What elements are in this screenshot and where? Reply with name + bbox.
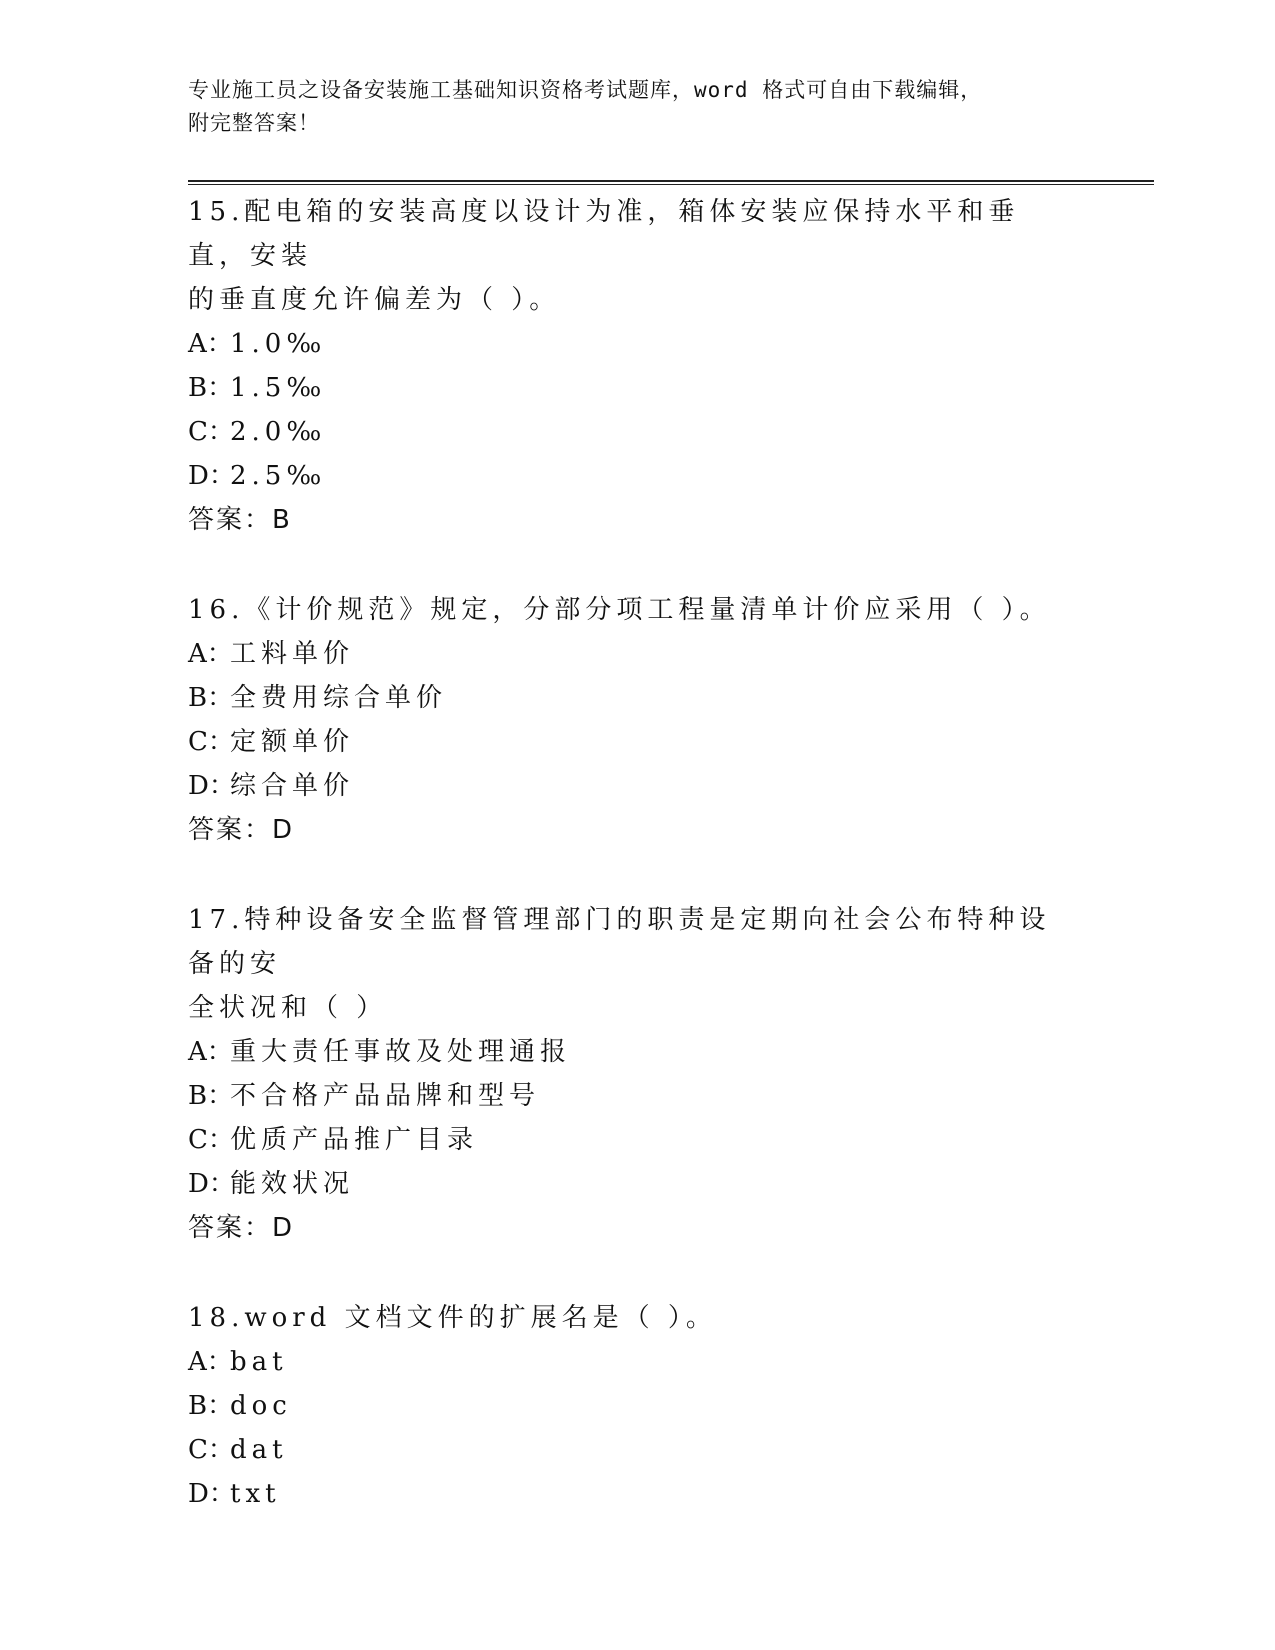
question-16: [188, 588, 1088, 852]
stem-line-1: 17.特种设备安全监督管理部门的职责是定期向社会公布特种设备的安: [188, 905, 1051, 979]
header-line-1: 专业施工员之设备安装施工基础知识资格考试题库，word 格式可自由下载编辑，: [188, 78, 983, 102]
option-text: 综合单价: [230, 771, 355, 801]
option-letter: A：: [188, 1347, 233, 1377]
option-c: [188, 1118, 1088, 1162]
option-b: [188, 676, 1088, 720]
option-d: [188, 1162, 1088, 1206]
option-letter: B：: [188, 1081, 234, 1111]
option-letter: C：: [188, 727, 234, 757]
option-letter: B：: [188, 373, 234, 403]
option-letter: D：: [188, 1479, 235, 1509]
header-divider-thin: [188, 184, 1154, 185]
option-text: 全费用综合单价: [230, 683, 448, 713]
option-text: 定额单价: [230, 727, 355, 757]
option-b: [188, 366, 1088, 410]
option-b: [188, 1074, 1088, 1118]
question-15: [188, 190, 1088, 542]
option-text: 1.5‰: [230, 373, 327, 403]
stem-line-2: 的垂直度允许偏差为（ ）。: [188, 285, 561, 315]
answer-line: 答案：B: [188, 505, 292, 535]
option-letter: B：: [188, 1391, 234, 1421]
option-letter: C：: [188, 1125, 234, 1155]
option-text: 2.0‰: [230, 417, 327, 447]
option-letter: A：: [188, 1037, 233, 1067]
header-line-2: 附完整答案！: [188, 111, 320, 135]
question-stem: [188, 1296, 1078, 1340]
document-header: [188, 74, 1068, 140]
option-letter: A：: [188, 329, 233, 359]
option-letter: C：: [188, 417, 234, 447]
option-letter: D：: [188, 1169, 235, 1199]
option-letter: D：: [188, 771, 235, 801]
question-17: [188, 898, 1088, 1250]
stem-line-1: 15.配电箱的安装高度以设计为准，箱体安装应保持水平和垂直，安装: [188, 197, 1020, 271]
stem-line-2: 全状况和（ ）: [188, 993, 388, 1023]
option-text: 1.0‰: [230, 329, 327, 359]
option-a: [188, 1030, 1088, 1074]
option-letter: D：: [188, 461, 235, 491]
option-letter: C：: [188, 1435, 234, 1465]
option-c: [188, 720, 1088, 764]
stem-line-1: 18.word 文档文件的扩展名是（ ）。: [188, 1303, 717, 1333]
option-letter: B：: [188, 683, 234, 713]
option-a: [188, 632, 1088, 676]
option-text: 不合格产品品牌和型号: [230, 1081, 541, 1111]
question-list: [188, 190, 1088, 1562]
option-a: [188, 322, 1088, 366]
question-stem: [188, 588, 1078, 632]
option-c: [188, 410, 1088, 454]
option-text: dat: [230, 1435, 288, 1465]
question-stem: [188, 898, 1078, 1030]
option-b: [188, 1384, 1088, 1428]
option-d: [188, 1472, 1088, 1516]
option-text: doc: [230, 1391, 292, 1421]
header-divider-thick: [188, 180, 1154, 182]
option-d: [188, 454, 1088, 498]
option-text: 重大责任事故及处理通报: [230, 1037, 572, 1067]
option-text: 工料单价: [230, 639, 355, 669]
option-letter: A：: [188, 639, 233, 669]
question-18: [188, 1296, 1088, 1516]
answer-line: 答案：D: [188, 815, 295, 845]
option-d: [188, 764, 1088, 808]
option-text: 优质产品推广目录: [230, 1125, 479, 1155]
stem-line-1: 16.《计价规范》规定，分部分项工程量清单计价应采用（ ）。: [188, 595, 1051, 625]
answer-line: 答案：D: [188, 1213, 295, 1243]
option-text: txt: [230, 1479, 281, 1509]
question-stem: [188, 190, 1078, 322]
option-a: [188, 1340, 1088, 1384]
option-text: bat: [230, 1347, 288, 1377]
option-text: 能效状况: [230, 1169, 355, 1199]
option-text: 2.5‰: [230, 461, 327, 491]
option-c: [188, 1428, 1088, 1472]
